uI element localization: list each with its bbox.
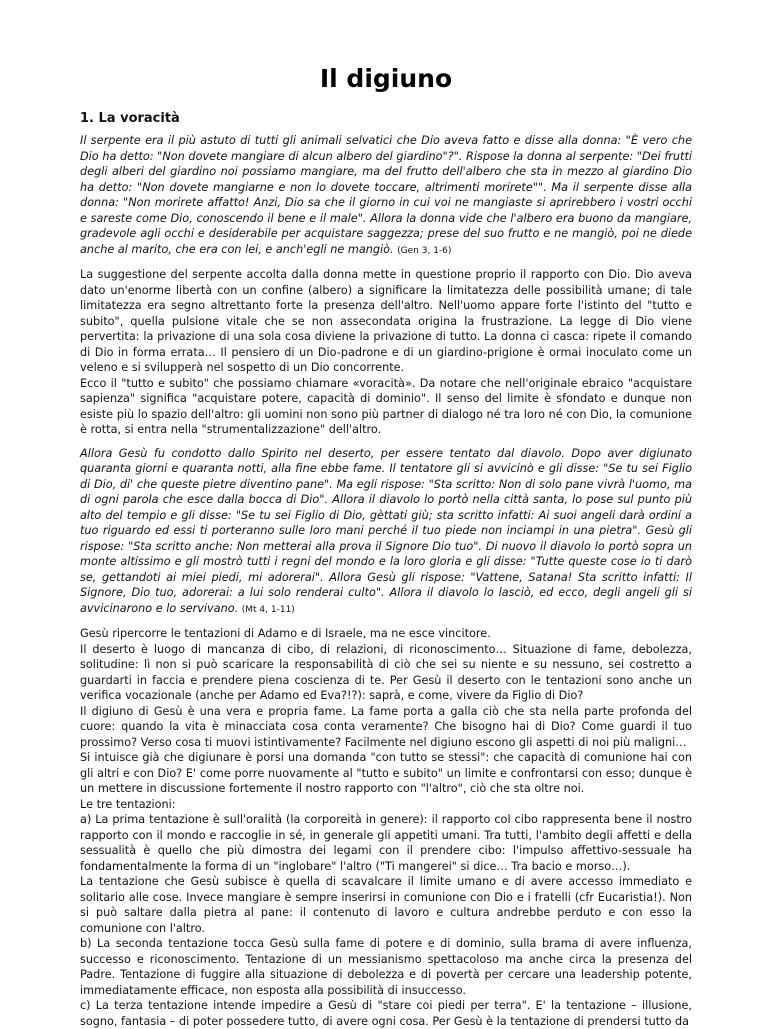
- paragraph: Gesù ripercorre le tentazioni di Adamo e di Israele, ma ne esce vincitore.: [80, 627, 491, 640]
- quote-text: Allora Gesù fu condotto dallo Spirito nel deserto, per essere tentato dal diavolo. Dopo aver digiunato quaranta giorni e quaranta notti, alla fine ebbe fame. Il tentatore gli si avvicinò e gli disse: "Se tu sei Figlio di Dio, di' che queste pietre diventino pane". Ma egli rispose: "Sta scritto: Non di solo pane vivrà l'uomo, ma di ogni parola che esce dalla bocca di Dio". Allora il diavolo lo portò nella città santa, lo pose sul punto più alto del tempio e gli disse: "Se tu sei Figlio di Dio, gèttati giù; sta scritto infatti: Ai suoi angeli darà ordini a tuo riguardo ed essi ti porteranno sulle loro mani perché il tuo piede non inciampi in una pietra". Gesù gli rispose: "Sta scritto anche: Non metterai alla prova il Signore Dio tuo". Di nuovo il diavolo lo portò sopra un monte altissimo e gli mostrò tutti i regni del mondo e la loro gloria e gli disse: "Tutte queste cose io ti darò se, gettandoti ai miei piedi, mi adorerai". Allora Gesù gli rispose: "Vattene, Satana! Sta scritto infatti: Il Signore, Dio tuo, adorerai: a lui solo renderai culto". Allora il diavolo lo lasciò, ed ecco, degli angeli gli si avvicinarono e lo servivano.: [80, 446, 692, 615]
- bible-quote-genesis: [80, 133, 692, 259]
- paragraph: Il digiuno di Gesù è una vera e propria fame. La fame porta a galla ciò che sta nella parte profonda del cuore: quando la vita è minacciata cosa conta veramente? Che bisogno hai di Dio? Come guardi il tuo prossimo? Verso cosa ti muovi istintivamente? Facilmente nel digiuno escono gli aspetti di noi più maligni…: [80, 704, 692, 749]
- paragraph: La tentazione che Gesù subisce è quella di scavalcare il limite umano e di avere accesso immediato e solitario alle cose. Invece mangiare è sempre inserirsi in comunione con Dio e i fratelli (cfr Eucaristia!). Non si può saltare dalla pietra al pane: il contenuto di lavoro e cultura andrebbe perduto e con esso la comunione con l'altro.: [80, 875, 692, 935]
- paragraph: a) La prima tentazione è sull'oralità (la corporeità in genere): il rapporto col cibo rappresenta bene il nostro rapporto con il mondo e raccoglie in sé, in generale gli appetiti umani. Tra tutti, l'ambito degli affetti e della sessualità è quello che più dimostra dei legami con il prendere cibo: l'impulso affettivo-sessuale ha fondamentalmente la forma di un "inglobare" l'altro ("Ti mangerei" si dice… Tra bacio e morso…).: [80, 813, 692, 873]
- paragraph: La suggestione del serpente accolta dalla donna mette in questione proprio il rapporto con Dio. Dio aveva dato un'enorme libertà con un confine (albero) a significare la limitatezza delle possibilità umane; di tale limitatezza era segno altrettanto forte la presenza dell'altro. Nell'uomo appare forte l'istinto del "tutto e subito", quella pulsione vitale che se non assecondata origina la frustrazione. La legge di Dio viene pervertita: la privazione di una sola cosa diviene la privazione di tutto. La donna ci casca: ripete il comando di Dio in forma errata… Il pensiero di un Dio-padrone e di un giardino-prigione è ormai inoculato come un veleno e si svilupperà nel sospetto di un Dio concorrente.: [80, 268, 692, 374]
- paragraph: Il deserto è luogo di mancanza di cibo, di relazioni, di riconoscimento… Situazione di fame, debolezza, solitudine: lì non si può scaricare la responsabilità di ciò che sei su niente e su nessuno, sei costretto a guardarti in faccia e prendere piena coscienza di te. Per Gesù il deserto con le tentazioni sono anche un verifica vocazionale (anche per Adamo ed Eva?!?): saprà, e come, vivere da Figlio di Dio?: [80, 642, 692, 702]
- paragraph: b) La seconda tentazione tocca Gesù sulla fame di potere e di dominio, sulla brama di avere influenza, successo e riconoscimento. Tentazione di un messianismo spettacoloso ma anche circa la presenza del Padre. Tentazione di fuggire alla situazione di debolezza e di povertà per cercare una leadership potente, immediatamente efficace, non esposta alla possibilità di insuccesso.: [80, 937, 692, 997]
- paragraph: Le tre tentazioni:: [80, 797, 176, 811]
- paragraph: Ecco il "tutto e subito" che possiamo chiamare «voracità». Da notare che nell'originale ebraico "acquistare sapienza" significa "acquistare potere, capacità di dominio". Il senso del limite è sfondato e dunque non esiste più lo spazio dell'altro: gli uomini non sono più partner di dialogo né tra loro né con Dio, la comunione è rotta, si entra nella "strumentalizzazione" dell'altro.: [80, 376, 692, 436]
- page-title: Il digiuno: [319, 64, 453, 93]
- paragraph: c) La terza tentazione intende impedire a Gesù di "stare coi piedi per terra". E' la tentazione – illusione, sogno, fantasia – di poter possedere tutto, di avere ogni cosa. Per Gesù è la tentazione di prendersi tutto da: [80, 999, 692, 1028]
- section-heading: 1. La voracità: [80, 111, 180, 126]
- quote-text: Il serpente era il più astuto di tutti gli animali selvatici che Dio aveva fatto e disse alla donna: "È vero che Dio ha detto: "Non dovete mangiare di alcun albero del giardino"?". Rispose la donna al serpente: "Dei frutti degli alberi del giardino noi possiamo mangiare, ma del frutto dell'albero che sta in mezzo al giardino Dio ha detto: "Non dovete mangiarne e non lo dovete toccare, altrimenti morirete"". Ma il serpente disse alla donna: "Non morirete affatto! Anzi, Dio sa che il giorno in cui voi ne mangiaste si aprirebbero i vostri occhi e sareste come Dio, conoscendo il bene e il male". Allora la donna vide che l'albero era buono da mangiare, gradevole agli occhi e desiderabile per acquistare saggezza; prese del suo frutto e ne mangiò, poi ne diede anche al marito, che era con lei, e anch'egli ne mangiò.: [80, 134, 692, 256]
- quote-reference: (Gen 3, 1-6): [397, 245, 452, 256]
- quote-reference: (Mt 4, 1-11): [241, 604, 295, 615]
- bible-quote-matthew: [80, 446, 692, 619]
- paragraph: Si intuisce già che digiunare è porsi una domanda "con tutto se stessi": che capacità di comunione hai con gli altri e con Dio? E' come porre nuovamente al "tutto e subito" un limite e confrontarsi con esso; dunque è un mettere in discussione fortemente il nostro rapporto con "l'altro", ciò che sta oltre noi.: [80, 751, 692, 795]
